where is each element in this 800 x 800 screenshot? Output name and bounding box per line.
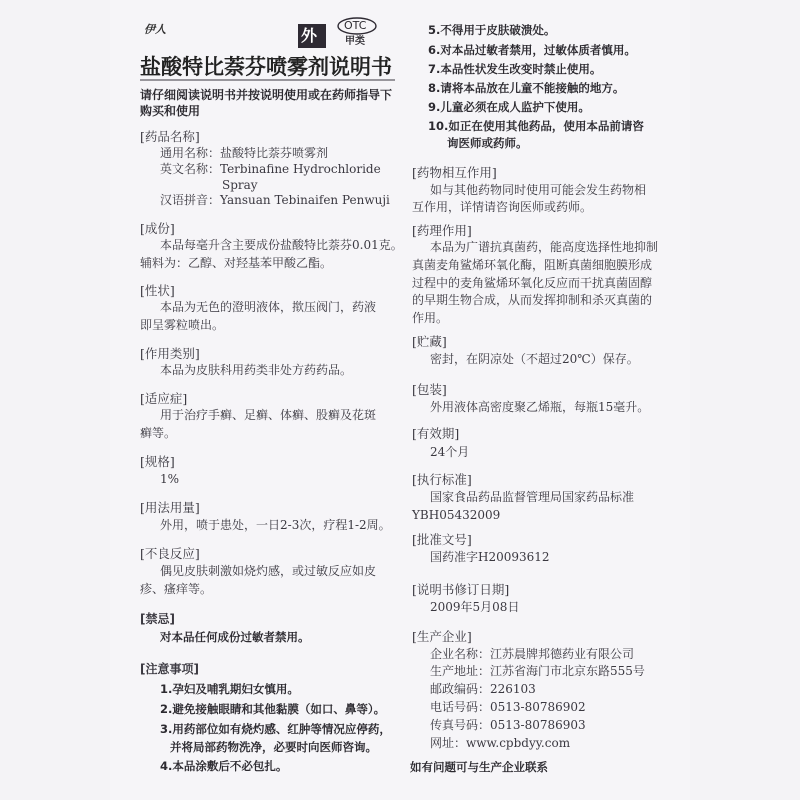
adverse-line-1: 偶见皮肤刺激如烧灼感，或过敏反应如皮 xyxy=(160,564,377,578)
section-heading-standard: [执行标准] xyxy=(412,472,472,487)
spec-line-1: 1% xyxy=(160,472,180,486)
section-heading-precautions: [注意事项] xyxy=(140,662,199,676)
package-line-1: 外用液体高密度聚乙烯瓶，每瓶15毫升。 xyxy=(430,400,650,414)
precaution-item-9: 9.儿童必须在成人监护下使用。 xyxy=(428,100,590,114)
section-heading-dosage: [用法用量] xyxy=(140,500,200,515)
precaution-item-3: 3.用药部位如有烧灼感、红肿等情况应停药， xyxy=(160,722,391,736)
section-heading-indications: [适应症] xyxy=(140,391,188,406)
section-heading-interactions: [药物相互作用] xyxy=(412,165,497,180)
contra-line-1: 对本品任何成份过敏者禁用。 xyxy=(160,630,310,644)
ingredients-line-1: 本品每毫升含主要成份盐酸特比萘芬0.01克。 xyxy=(160,238,403,252)
manufacturer-web: 网址：www.cpbdyy.com xyxy=(430,736,571,750)
precaution-item-1: 1.孕妇及哺乳期妇女慎用。 xyxy=(160,682,299,696)
appearance-line-1: 本品为无色的澄明液体，揿压阀门，药液 xyxy=(160,300,377,314)
english-name: 英文名称：Terbinafine Hydrochloride xyxy=(160,162,381,176)
section-heading-manufacturer: [生产企业] xyxy=(412,629,472,644)
pharmacology-line-4: 的早期生物合成，从而发挥抑制和杀灭真菌的 xyxy=(412,293,653,307)
dosage-line-1: 外用，喷于患处，一日2-3次，疗程1-2周。 xyxy=(160,518,391,532)
approval-line-1: 国药准字H20093612 xyxy=(430,550,550,564)
section-heading-category: [作用类别] xyxy=(140,346,200,361)
notice-line-1: 请仔细阅读说明书并按说明使用或在药师指导下 xyxy=(140,88,393,102)
section-heading-contra: [禁忌] xyxy=(140,612,175,626)
notice-line-2: 购买和使用 xyxy=(140,104,201,118)
indications-line-2: 癣等。 xyxy=(140,426,177,440)
pharmacology-line-5: 作用。 xyxy=(412,311,449,325)
manufacturer-postcode: 邮政编码：226103 xyxy=(430,682,536,696)
generic-name: 通用名称：盐酸特比萘芬喷雾剂 xyxy=(160,146,329,160)
precaution-item-4: 4.本品涂敷后不必包扎。 xyxy=(160,759,288,773)
precaution-item-10: 10.如正在使用其他药品，使用本品前请咨 xyxy=(428,119,644,133)
category-line-1: 本品为皮肤科用药类非处方药药品。 xyxy=(160,363,353,377)
precaution-item-3-cont: 并将局部药物洗净，必要时向医师咨询。 xyxy=(170,740,377,754)
section-heading-spec: [规格] xyxy=(140,454,175,469)
pinyin-name: 汉语拼音：Yansuan Tebinaifen Penwuji xyxy=(160,193,390,207)
otc-class: 甲类 xyxy=(345,36,365,47)
wai-badge: 外 xyxy=(301,26,318,45)
footer-contact-note: 如有问题可与生产企业联系 xyxy=(410,760,548,774)
pharmacology-line-3: 过程中的麦角鲨烯环氧化反应而干扰真菌固醇 xyxy=(412,276,653,290)
ingredients-line-2: 辅料为：乙醇、对羟基苯甲酸乙酯。 xyxy=(140,256,333,270)
english-name-cont: Spray xyxy=(222,178,258,192)
standard-line-1: 国家食品药品监督管理局国家药品标准 xyxy=(430,490,635,504)
appearance-line-2: 即呈雾粒喷出。 xyxy=(140,318,225,332)
otc-label: OTC xyxy=(344,19,367,32)
manufacturer-name: 企业名称：江苏晨牌邦德药业有限公司 xyxy=(430,647,635,661)
page-title: 盐酸特比萘芬喷雾剂说明书 xyxy=(140,55,392,79)
indications-line-1: 用于治疗手癣、足癣、体癣、股癣及花斑 xyxy=(160,408,377,422)
storage-line-1: 密封，在阴凉处（不超过20℃）保存。 xyxy=(430,352,639,366)
pharmacology-line-1: 本品为广谱抗真菌药，能高度选择性地抑制 xyxy=(430,240,659,254)
precaution-item-7: 7.本品性状发生改变时禁止使用。 xyxy=(428,62,602,76)
section-heading-adverse: [不良反应] xyxy=(140,546,200,561)
standard-line-2: YBH05432009 xyxy=(412,508,501,522)
validity-line-1: 24个月 xyxy=(430,445,470,459)
interactions-line-1: 如与其他药物同时使用可能会发生药物相 xyxy=(430,183,647,197)
precaution-item-5: 5.不得用于皮肤破溃处。 xyxy=(428,23,556,37)
interactions-line-2: 互作用，详情请咨询医师或药师。 xyxy=(412,200,593,214)
section-heading-package: [包装] xyxy=(412,382,447,397)
precaution-item-8: 8.请将本品放在儿童不能接触的地方。 xyxy=(428,81,625,95)
precaution-item-6: 6.对本品过敏者禁用，过敏体质者慎用。 xyxy=(428,43,636,57)
section-heading-revision: [说明书修订日期] xyxy=(412,582,510,597)
revision-line-1: 2009年5月08日 xyxy=(430,600,520,614)
section-heading-storage: [贮藏] xyxy=(412,334,447,349)
section-heading-validity: [有效期] xyxy=(412,426,460,441)
adverse-line-2: 疹、瘙痒等。 xyxy=(140,582,213,596)
section-heading-pharmacology: [药理作用] xyxy=(412,223,472,238)
section-heading-approval: [批准文号] xyxy=(412,532,472,547)
precaution-item-10-cont: 询医师或药师。 xyxy=(447,136,528,150)
section-heading-ingredients: [成份] xyxy=(140,221,175,236)
brand-mark: 伊人 xyxy=(144,23,166,36)
manufacturer-fax: 传真号码：0513-80786903 xyxy=(430,718,586,732)
precaution-item-2: 2.避免接触眼睛和其他黏膜（如口、鼻等）。 xyxy=(160,702,386,716)
section-heading-appearance: [性状] xyxy=(140,283,175,298)
manufacturer-phone: 电话号码：0513-80786902 xyxy=(430,700,586,714)
manufacturer-address: 生产地址：江苏省海门市北京东路555号 xyxy=(430,664,645,678)
pharmacology-line-2: 真菌麦角鲨烯环氧化酶，阻断真菌细胞膜形成 xyxy=(412,258,653,272)
section-heading-drug-name: [药品名称] xyxy=(140,129,200,144)
